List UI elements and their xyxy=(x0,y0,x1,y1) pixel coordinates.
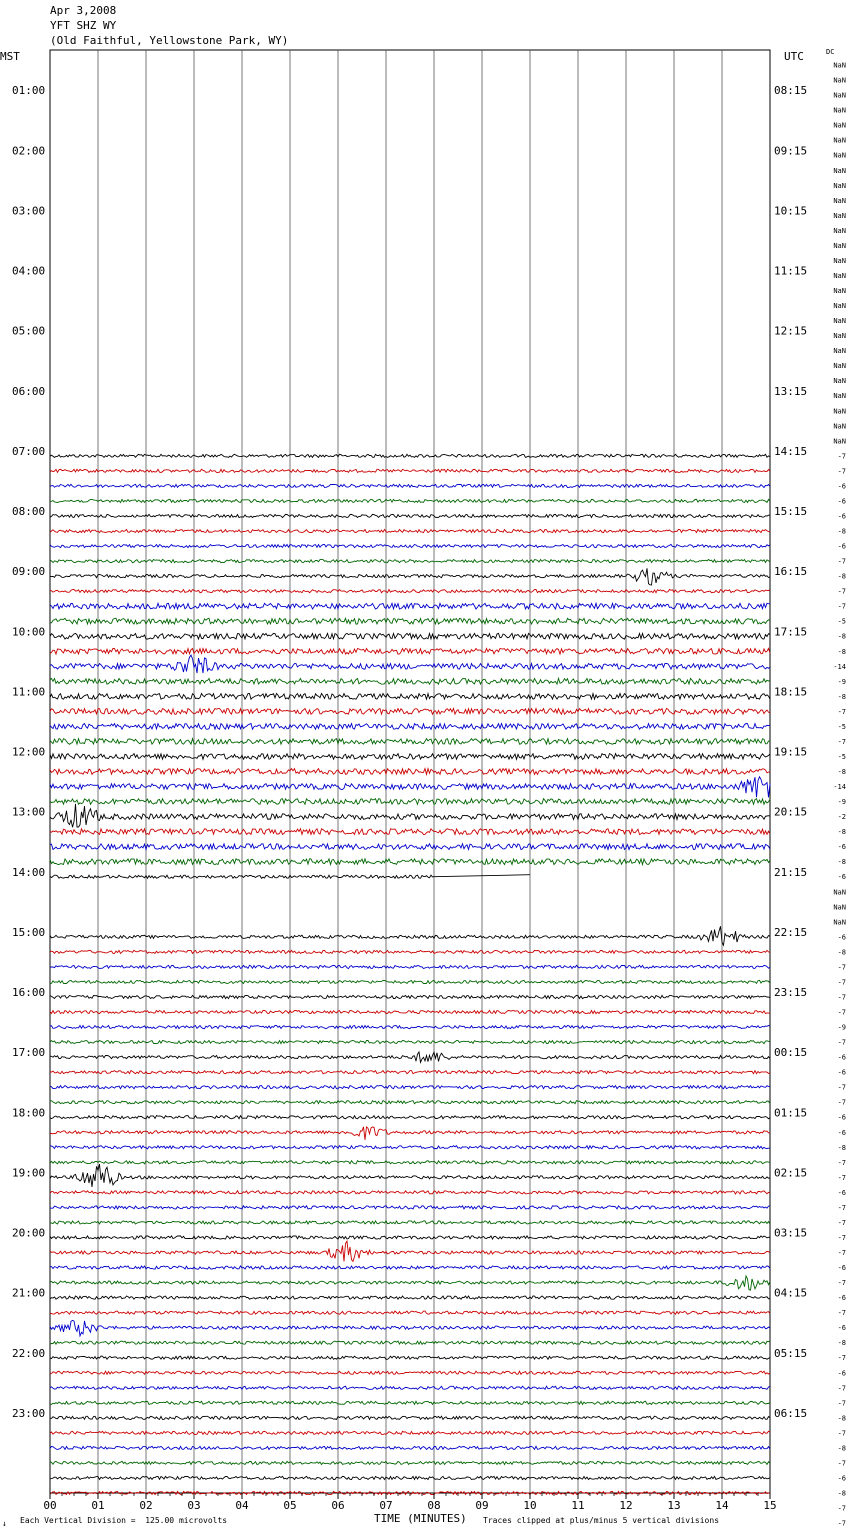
seismic-trace xyxy=(50,1311,770,1314)
seismic-trace xyxy=(50,568,770,585)
dc-offset-value: NaN xyxy=(833,181,846,190)
dc-offset-value: NaN xyxy=(833,437,846,446)
seismic-trace xyxy=(50,769,770,775)
x-tick-label: 14 xyxy=(715,1499,729,1512)
seismic-trace xyxy=(50,678,770,684)
dc-offset-value: NaN xyxy=(833,918,846,927)
seismic-trace xyxy=(50,454,770,457)
seismic-trace xyxy=(50,1052,770,1062)
seismic-trace xyxy=(50,1161,770,1164)
dc-offset-value: -6 xyxy=(837,1053,846,1062)
x-tick-label: 13 xyxy=(667,1499,681,1512)
utc-hour-label: 01:15 xyxy=(774,1106,808,1120)
mst-hour-label: 21:00 xyxy=(12,1286,46,1300)
seismic-trace xyxy=(50,1431,770,1434)
dc-offset-value: -6 xyxy=(837,1188,846,1197)
seismic-trace xyxy=(50,804,770,827)
dc-offset-value: -6 xyxy=(837,512,846,521)
seismic-trace xyxy=(50,1041,770,1044)
dc-offset-value: NaN xyxy=(833,362,846,371)
dc-offset-value: -7 xyxy=(837,1399,846,1408)
seismic-trace xyxy=(50,499,770,502)
utc-hour-label: 11:15 xyxy=(774,264,808,278)
dc-offset-value: -7 xyxy=(837,1279,846,1288)
dc-offset-value: -6 xyxy=(837,873,846,882)
seismic-trace xyxy=(50,1371,770,1374)
dc-offset-value: -8 xyxy=(837,828,846,837)
seismic-trace xyxy=(50,648,770,654)
seismic-trace xyxy=(50,514,770,517)
seismic-trace xyxy=(50,995,770,998)
dc-offset-value: NaN xyxy=(833,377,846,386)
seismic-trace xyxy=(50,618,770,624)
mst-hour-label: 05:00 xyxy=(12,324,46,338)
seismic-trace xyxy=(50,709,770,715)
dc-offset-value: NaN xyxy=(833,241,846,250)
utc-hour-label: 19:15 xyxy=(774,745,808,759)
seismic-trace xyxy=(50,1025,770,1028)
dc-offset-value: -5 xyxy=(837,617,846,626)
seismic-trace xyxy=(50,590,770,593)
dc-offset-value: -7 xyxy=(837,557,846,566)
dc-offset-value: -8 xyxy=(837,647,846,656)
mst-hour-label: 06:00 xyxy=(12,384,46,398)
utc-hour-label: 21:15 xyxy=(774,865,808,879)
seismic-trace xyxy=(50,1101,770,1104)
right-timezone-label: UTC xyxy=(784,50,804,63)
x-tick-label: 02 xyxy=(139,1499,153,1512)
left-timezone-label: MST xyxy=(0,50,20,63)
mst-hour-label: 15:00 xyxy=(12,925,46,939)
seismic-trace xyxy=(50,1446,770,1449)
dc-offset-value: NaN xyxy=(833,271,846,280)
dc-offset-value: -7 xyxy=(837,1309,846,1318)
dc-offset-value: -7 xyxy=(837,1203,846,1212)
dc-offset-value: -6 xyxy=(837,1113,846,1122)
seismic-trace xyxy=(50,1266,770,1269)
dc-offset-value: -7 xyxy=(837,993,846,1002)
seismic-trace xyxy=(50,1320,770,1336)
dc-offset-value: -8 xyxy=(837,1489,846,1498)
seismic-trace xyxy=(50,655,770,673)
dc-offset-value: NaN xyxy=(833,76,846,85)
mst-hour-label: 23:00 xyxy=(12,1406,46,1420)
x-tick-label: 04 xyxy=(235,1499,249,1512)
utc-hour-label: 09:15 xyxy=(774,144,808,158)
dc-offset-value: NaN xyxy=(833,61,846,70)
mst-hour-label: 03:00 xyxy=(12,204,46,218)
dc-offset-value: -8 xyxy=(837,768,846,776)
seismic-trace xyxy=(50,829,770,835)
mst-hour-label: 08:00 xyxy=(12,505,46,518)
dc-offset-value: NaN xyxy=(833,136,846,145)
utc-hour-label: 04:15 xyxy=(774,1286,808,1300)
dc-offset-value: -14 xyxy=(833,783,846,792)
dc-offset-value: -7 xyxy=(837,1008,846,1017)
utc-hour-label: 17:15 xyxy=(774,625,808,639)
seismic-trace xyxy=(50,799,770,805)
utc-hour-label: 15:15 xyxy=(774,505,808,518)
x-axis-title: TIME (MINUTES) xyxy=(374,1512,467,1525)
utc-hour-label: 12:15 xyxy=(774,324,808,338)
dc-offset-value: NaN xyxy=(833,407,846,416)
seismic-trace xyxy=(50,1146,770,1149)
utc-hour-label: 13:15 xyxy=(774,384,808,398)
scale-marker-icon: ↓ xyxy=(2,1519,7,1528)
dc-offset-value: -6 xyxy=(837,1324,846,1333)
mst-hour-label: 10:00 xyxy=(12,625,46,639)
seismic-trace xyxy=(50,1116,770,1119)
dc-offset-value: -7 xyxy=(837,1173,846,1182)
dc-offset-value: NaN xyxy=(833,196,846,205)
dc-offset-value: NaN xyxy=(833,903,846,912)
utc-hour-label: 00:15 xyxy=(774,1046,808,1060)
dc-offset-value: NaN xyxy=(833,302,846,311)
seismic-trace xyxy=(50,1276,770,1290)
mst-hour-label: 02:00 xyxy=(12,144,46,158)
x-tick-label: 07 xyxy=(379,1499,393,1512)
seismic-trace xyxy=(50,739,770,745)
mst-hour-label: 16:00 xyxy=(12,986,46,999)
seismic-trace xyxy=(50,1476,770,1479)
dc-offset-value: NaN xyxy=(833,151,846,160)
seismic-trace xyxy=(50,1401,770,1404)
seismic-trace xyxy=(50,859,770,865)
dc-offset-value: -7 xyxy=(837,1098,846,1107)
dc-offset-value: NaN xyxy=(833,211,846,220)
mst-hour-label: 14:00 xyxy=(12,865,46,879)
seismic-trace xyxy=(50,1071,770,1074)
dc-offset-value: -8 xyxy=(837,1339,846,1348)
dc-offset-value: -8 xyxy=(837,692,846,701)
utc-hour-label: 22:15 xyxy=(774,925,808,939)
seismic-trace xyxy=(50,484,770,487)
utc-hour-label: 05:15 xyxy=(774,1346,808,1360)
utc-hour-label: 14:15 xyxy=(774,444,808,458)
seismic-trace xyxy=(50,1221,770,1224)
utc-hour-label: 23:15 xyxy=(774,986,808,999)
dc-offset-value: -7 xyxy=(837,602,846,611)
dc-offset-value: -7 xyxy=(837,1038,846,1047)
utc-hour-label: 03:15 xyxy=(774,1226,808,1240)
seismic-trace xyxy=(50,1236,770,1239)
seismic-trace xyxy=(50,603,770,609)
dc-offset-value: -8 xyxy=(837,527,846,536)
seismic-trace xyxy=(50,544,770,547)
dc-offset-value: -6 xyxy=(837,1369,846,1378)
dc-offset-value: -8 xyxy=(837,1444,846,1453)
dc-offset-value: -8 xyxy=(837,1414,846,1423)
dc-offset-value: -6 xyxy=(837,1294,846,1303)
chart-date: Apr 3,2008 xyxy=(50,4,117,17)
dc-offset-value: -6 xyxy=(837,1128,846,1137)
x-tick-label: 05 xyxy=(283,1499,297,1512)
dc-offset-value: -7 xyxy=(837,587,846,596)
dc-offset-value: -6 xyxy=(837,542,846,551)
dc-offset-value: -7 xyxy=(837,1218,846,1227)
seismic-trace xyxy=(50,950,770,953)
dc-offset-value: NaN xyxy=(833,347,846,356)
seismic-trace xyxy=(50,1127,770,1140)
dc-offset-value: NaN xyxy=(833,256,846,265)
dc-offset-value: -6 xyxy=(837,1474,846,1483)
mst-hour-label: 04:00 xyxy=(12,264,46,278)
dc-offset-value: -8 xyxy=(837,572,846,581)
seismic-trace xyxy=(50,1010,770,1013)
dc-offset-value: -7 xyxy=(837,452,846,461)
dc-offset-value: -6 xyxy=(837,843,846,852)
dc-offset-value: -8 xyxy=(837,948,846,957)
x-tick-label: 10 xyxy=(523,1499,537,1512)
mst-hour-label: 20:00 xyxy=(12,1226,46,1240)
dc-offset-value: -7 xyxy=(837,737,846,746)
seismic-trace xyxy=(50,1356,770,1359)
dc-offset-value: -7 xyxy=(837,1384,846,1393)
seismic-trace xyxy=(50,1086,770,1089)
mst-hour-label: 11:00 xyxy=(12,685,46,699)
x-tick-label: 06 xyxy=(331,1499,345,1512)
dc-offset-value: -5 xyxy=(837,722,846,731)
dc-offset-value: NaN xyxy=(833,317,846,326)
seismic-trace xyxy=(50,724,770,730)
seismic-trace xyxy=(50,529,770,532)
dc-offset-value: NaN xyxy=(833,121,846,130)
utc-hour-label: 02:15 xyxy=(774,1166,808,1180)
utc-hour-label: 16:15 xyxy=(774,565,808,579)
seismic-trace xyxy=(50,633,770,639)
dc-offset-value: -7 xyxy=(837,1504,846,1513)
seismic-trace xyxy=(50,777,770,798)
utc-hour-label: 08:15 xyxy=(774,84,808,98)
dc-offset-value: NaN xyxy=(833,91,846,100)
mst-hour-label: 12:00 xyxy=(12,745,46,759)
dc-offset-value: -7 xyxy=(837,1459,846,1468)
dc-offset-value: -6 xyxy=(837,1068,846,1077)
seismic-trace xyxy=(50,926,770,945)
mst-hour-label: 13:00 xyxy=(12,805,46,819)
seismic-trace xyxy=(50,1164,770,1187)
dc-offset-value: -7 xyxy=(837,467,846,476)
dc-offset-value: -7 xyxy=(837,978,846,987)
dc-offset-value: NaN xyxy=(833,392,846,401)
dc-offset-value: -9 xyxy=(837,1023,846,1032)
mst-hour-label: 01:00 xyxy=(12,84,46,98)
dc-offset-value: NaN xyxy=(833,422,846,431)
dc-offset-value: -6 xyxy=(837,1264,846,1273)
dc-offset-title: DC xyxy=(826,48,835,56)
dc-offset-value: NaN xyxy=(833,226,846,235)
mst-hour-label: 19:00 xyxy=(12,1166,46,1180)
dc-offset-value: -6 xyxy=(837,497,846,506)
dc-offset-value: NaN xyxy=(833,287,846,295)
x-tick-label: 15 xyxy=(763,1499,777,1512)
x-tick-label: 08 xyxy=(427,1499,441,1512)
seismic-trace xyxy=(50,844,770,850)
x-tick-label: 12 xyxy=(619,1499,633,1512)
dc-offset-value: -8 xyxy=(837,1143,846,1152)
seismic-trace xyxy=(50,1191,770,1194)
seismic-trace xyxy=(50,754,770,760)
x-tick-label: 00 xyxy=(43,1499,57,1512)
dc-offset-value: -7 xyxy=(837,1249,846,1257)
x-tick-label: 03 xyxy=(187,1499,201,1512)
utc-hour-label: 10:15 xyxy=(774,204,808,218)
dc-offset-value: -7 xyxy=(837,1519,846,1528)
dc-offset-value: -6 xyxy=(837,933,846,942)
utc-hour-label: 06:15 xyxy=(774,1406,808,1420)
seismic-trace xyxy=(50,1241,770,1261)
dc-offset-value: NaN xyxy=(833,888,846,897)
dc-offset-value: -6 xyxy=(837,482,846,491)
dc-offset-value: -7 xyxy=(837,963,846,972)
seismic-trace xyxy=(50,980,770,983)
mst-hour-label: 07:00 xyxy=(12,444,46,458)
dc-offset-value: NaN xyxy=(833,106,846,115)
utc-hour-label: 18:15 xyxy=(774,685,808,699)
seismic-trace xyxy=(50,1416,770,1419)
dc-offset-value: -7 xyxy=(837,707,846,716)
dc-offset-value: -5 xyxy=(837,752,846,761)
dc-offset-value: -9 xyxy=(837,677,846,686)
mst-hour-label: 09:00 xyxy=(12,565,46,579)
seismic-trace xyxy=(50,1341,770,1344)
dc-offset-value: -14 xyxy=(833,662,846,671)
dc-offset-value: -8 xyxy=(837,632,846,641)
dc-offset-value: -7 xyxy=(837,1158,846,1167)
seismic-trace xyxy=(50,469,770,472)
seismic-trace xyxy=(50,1206,770,1209)
dc-offset-value: -7 xyxy=(837,1429,846,1438)
seismic-trace xyxy=(50,560,770,563)
utc-hour-label: 20:15 xyxy=(774,805,808,819)
seismic-trace xyxy=(50,1386,770,1389)
mst-hour-label: 22:00 xyxy=(12,1346,46,1360)
x-tick-label: 11 xyxy=(571,1499,585,1512)
dc-offset-value: -7 xyxy=(837,1354,846,1363)
dc-offset-value: NaN xyxy=(833,332,846,341)
station-code: YFT SHZ WY xyxy=(50,19,117,32)
seismic-trace xyxy=(50,1461,770,1464)
x-tick-label: 01 xyxy=(91,1499,105,1512)
mst-hour-label: 18:00 xyxy=(12,1106,46,1120)
dc-offset-value: -7 xyxy=(837,1083,846,1092)
dc-offset-value: -9 xyxy=(837,798,846,807)
vertical-scale-note: Each Vertical Division = 125.00 microvolts xyxy=(20,1516,228,1525)
dc-offset-value: -8 xyxy=(837,858,846,867)
seismic-trace xyxy=(50,694,770,700)
station-location: (Old Faithful, Yellowstone Park, WY) xyxy=(50,34,289,47)
seismic-trace xyxy=(50,965,770,968)
mst-hour-label: 17:00 xyxy=(12,1046,46,1060)
clipping-note: Traces clipped at plus/minus 5 vertical divisions xyxy=(483,1516,720,1525)
dc-offset-value: -7 xyxy=(837,1233,846,1242)
seismic-trace xyxy=(50,1296,770,1299)
dc-offset-value: -2 xyxy=(837,813,846,822)
dc-offset-value: NaN xyxy=(833,166,846,175)
x-tick-label: 09 xyxy=(475,1499,489,1512)
